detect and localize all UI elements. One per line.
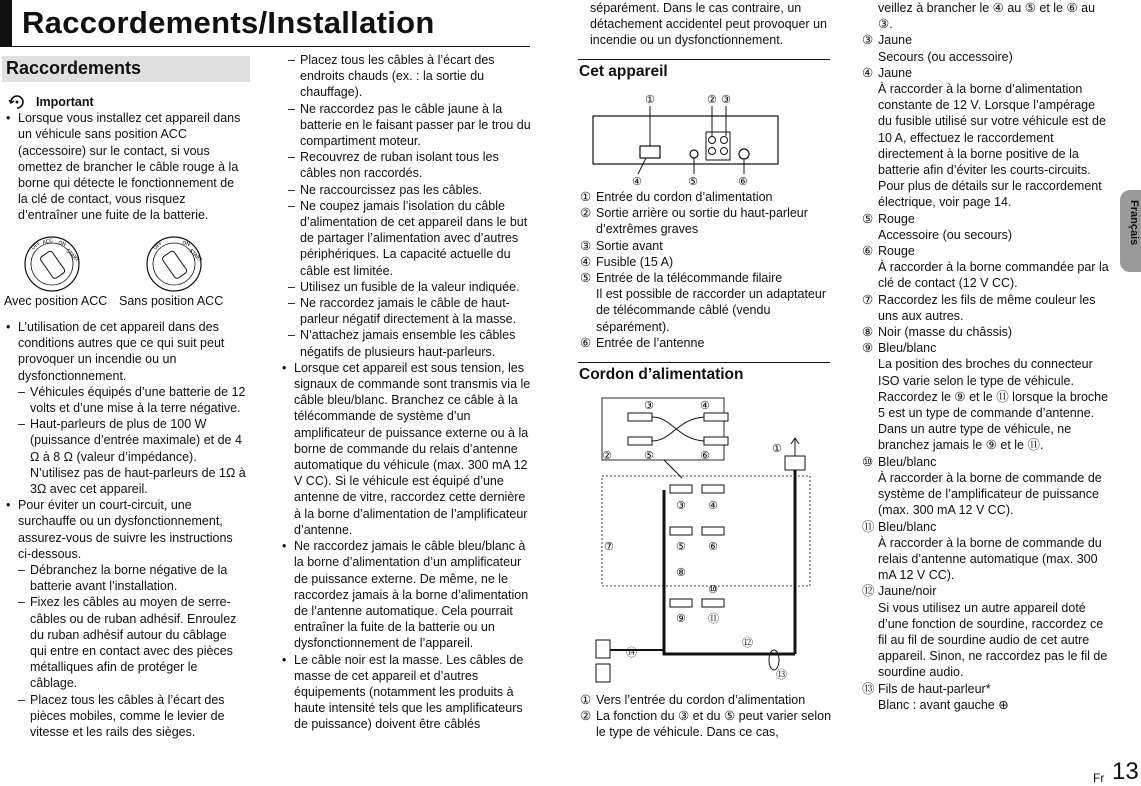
svg-text:OFF: OFF [152, 240, 164, 252]
col1-bullet-3: • Pour éviter un court-circuit, une surchauffe ou un dysfonctionnement, assurez-vous de suivre les instructions ci-dessous. [6, 497, 246, 562]
important-icon [8, 95, 26, 109]
svg-text:⑩: ⑩ [708, 583, 718, 596]
col2-dash-7: – Ne raccordez jamais le câble de haut-parleur négatif directement à la masse. [282, 295, 532, 327]
col4-item-detail: Accessoire (ou secours) [878, 227, 1013, 242]
svg-text:⑧: ⑧ [676, 566, 686, 579]
column-4 [862, 0, 1112, 713]
svg-text:③: ③ [676, 499, 686, 512]
title-divider [0, 46, 530, 47]
col2-bullet-3: • Le câble noir est la masse. Les câbles de masse de cet appareil et d’autres équipements (notamment les produits à haute intensité tels que les amplificateurs de puissance) doivent être câblés [282, 652, 532, 733]
svg-text:⑦: ⑦ [604, 540, 614, 553]
col4-continuation: veillez à brancher le ④ au ⑤ et le ⑥ au ③. [878, 1, 1096, 32]
col1-dash-1: – Véhicules équipés d’une batterie de 12 volts et d’une mise à la terre négative. [6, 384, 246, 416]
unit-items-list [580, 189, 832, 351]
cord-item-2: ② La fonction du ③ et du ⑤ peut varier selon le type de véhicule. Dans ce cas, [580, 709, 832, 740]
svg-text:⑭: ⑭ [626, 646, 637, 659]
unit-label-5: ⑤ [688, 175, 698, 186]
col4-item: ⑦ Raccordez les fils de même couleur les uns aux autres. [862, 292, 1096, 323]
svg-text:ON: ON [181, 240, 191, 248]
title-rule [0, 0, 12, 46]
unit-item-2: ② Sortie arrière ou sortie du haut-parleur d’extrêmes graves [580, 206, 808, 237]
svg-text:①: ① [772, 442, 782, 455]
col4-item: ⑬ Fils de haut-parleur* [862, 681, 991, 696]
col2-dash-5: – Ne coupez jamais l’isolation du câble d’alimentation de cet appareil dans le but de partager l’alimentation avec d’autres périphériques. La capacité actuelle du câble est limitée. [282, 198, 532, 279]
cord-item-1: ① Vers l’entrée du cordon d’alimentation [580, 693, 806, 707]
col4-item: ⑥ Rouge [862, 244, 915, 259]
col4-item: ⑨ Bleu/blanc [862, 341, 937, 356]
noacc-caption: Sans position ACC [119, 294, 224, 308]
ignition-acc-figure [25, 237, 80, 291]
section-title: Raccordements [6, 58, 142, 78]
column-1 [6, 94, 246, 224]
svg-text:⑤: ⑤ [644, 449, 654, 462]
col4-item: ⑧ Noir (masse du châssis) [862, 325, 1013, 340]
power-cord-diagram [592, 394, 818, 686]
unit-label-3: ③ [721, 93, 731, 106]
unit-item-4: ④ Fusible (15 A) [580, 254, 674, 269]
col2-dash-2: – Ne raccordez pas le câble jaune à la batterie en le faisant passer par le trou du compartiment moteur. [282, 101, 532, 150]
col4-item-detail: La position des broches du connecteur ISO varie selon le type de véhicule. Raccordez le ⑨ et le ⑪ lorsque la broche 5 est un type de commande d’antenne. Dans un autre type de véhicule, ne branchez jamais le ⑨ et le ⑪. [878, 357, 1109, 453]
unit-label-2: ② [707, 93, 717, 106]
svg-text:OFF: OFF [30, 240, 42, 252]
col1-dash-4: – Fixez les câbles au moyen de serre-câbles ou de ruban adhésif. Enroulez du ruban adhésif autour du câblage qui entre en contact avec des pièces métalliques afin de protéger le câblage. [6, 594, 246, 691]
svg-text:⑫: ⑫ [742, 636, 753, 649]
unit-item-5: ⑤ Entrée de la télécommande filaire [580, 271, 783, 286]
col4-item-detail: À raccorder à la borne d’alimentation constante de 12 V. Lorsque l’ampérage du fusible utilisé sur votre véhicule est de 10 A, effectuez le raccordement directement à la borne positive de la batterie afin d’éviter les courts-circuits. Pour plus de détails sur le raccordement électrique, voir page 14. [878, 82, 1106, 210]
unit-item-6: ⑥ Entrée de l’antenne [580, 335, 705, 350]
unit-label-1: ① [645, 93, 655, 106]
unit-label-4: ④ [632, 175, 642, 186]
svg-text:⑥: ⑥ [708, 540, 718, 553]
col4-item-detail: À raccorder à la borne de commande de système de l’amplificateur de puissance (max. 300 mA 12 V CC). [878, 470, 1102, 518]
col4-item: ④ Jaune [862, 65, 913, 80]
svg-text:⑬: ⑬ [776, 668, 787, 681]
col2-dash-1: – Placez tous les câbles à l’écart des endroits chauds (ex. : la sortie du chauffage). [282, 52, 532, 101]
column-2 [282, 52, 532, 733]
page-title: Raccordements/Installation [22, 5, 435, 40]
unit-diagram [588, 90, 788, 186]
rule-cord [578, 362, 830, 363]
unit-item-3: ③ Sortie avant [580, 238, 663, 253]
col2-dash-3: – Recouvrez de ruban isolant tous les câbles non raccordés. [282, 149, 532, 181]
unit-item-1: ① Entrée du cordon d’alimentation [580, 190, 773, 204]
col4-item-detail: À raccorder à la borne commandée par la clé de contact (12 V CC). [878, 260, 1109, 291]
svg-text:③: ③ [644, 399, 654, 412]
unit-item-5-note: Il est possible de raccorder un adaptateur de télécommande câblé (vendu séparément). [596, 287, 826, 334]
important-heading [6, 94, 246, 110]
svg-text:⑤: ⑤ [676, 540, 686, 553]
svg-text:ON: ON [57, 240, 67, 248]
page-number: 13 [1112, 758, 1139, 785]
col4-item-detail: Secours (ou accessoire) [878, 49, 1013, 64]
svg-text:④: ④ [708, 499, 718, 512]
svg-text:⑥: ⑥ [700, 449, 710, 462]
col4-item-detail: À raccorder à la borne de commande du relais d’antenne automatique (max. 300 mA 12 V CC). [878, 535, 1102, 583]
important-label: Important [36, 95, 94, 109]
col1-bullet-2: • L’utilisation de cet appareil dans des conditions autres que ce qui suit peut provoquer un incendie ou un dysfonctionnement. [6, 319, 246, 384]
unit-label-6: ⑥ [738, 175, 748, 186]
col4-item: ⑫ Jaune/noir [862, 584, 937, 599]
column-3 [578, 0, 830, 49]
col2-dash-4: – Ne raccourcissez pas les câbles. [282, 182, 532, 198]
svg-text:②: ② [602, 449, 612, 462]
heading-cord: Cordon d’alimentation [579, 366, 744, 383]
col2-bullet-2: • Ne raccordez jamais le câble bleu/blanc à la borne d’alimentation d’un amplificateur de puissance externe. De même, ne le raccordez jamais à la borne d’alimentation de l’antenne automatique. Cela pourrait entraîner la fuite de la batterie ou un dysfonctionnement de l’appareil. [282, 538, 532, 651]
svg-text:④: ④ [700, 399, 710, 412]
svg-text:⑨: ⑨ [676, 612, 686, 625]
ignition-noacc-figure [147, 237, 203, 291]
col4-item: ③ Jaune [862, 33, 913, 48]
acc-caption: Avec position ACC [4, 294, 108, 308]
col4-item-detail: Blanc : avant gauche ⊕ [878, 697, 1009, 712]
heading-unit: Cet appareil [579, 63, 668, 80]
important-bullet-1: • Lorsque vous installez cet appareil dans un véhicule sans position ACC (accessoire) sur le contact, si vous omettez de brancher le câble rouge à la borne qui détecte le fonctionnement de la clé de contact, vous risquez d’entraîner une fuite de la batterie. [6, 110, 246, 223]
col2-bullet-1: • Lorsque cet appareil est sous tension, les signaux de commande sont transmis via le câble bleu/blanc. Branchez ce câble à la télécommande de système d’un amplificateur de puissance externe ou à la borne de commande du relais d’antenne automatique du véhicule (max. 300 mA 12 V CC). Si le véhicule est équipé d’une antenne de vitre, raccordez cette dernière à la borne d’alimentation de l’amplificateur d’antenne. [282, 360, 532, 538]
column-1-lower [6, 319, 246, 740]
col1-dash-5: – Placez tous les câbles à l’écart des pièces mobiles, comme le levier de vitesse et les rails des sièges. [6, 692, 246, 741]
col2-dash-6: – Utilisez un fusible de la valeur indiquée. [282, 279, 532, 295]
svg-text:⑪: ⑪ [708, 612, 719, 625]
cord-items-list [580, 692, 832, 741]
svg-text:START: START [187, 248, 203, 264]
col3-continuation: séparément. Dans le cas contraire, un détachement accidentel peut provoquer un incendie ou un dysfonctionnement. [590, 1, 827, 48]
footer-lang: Fr [1093, 771, 1105, 785]
col2-dash-8: – N’attachez jamais ensemble les câbles négatifs de plusieurs haut-parleurs. [282, 327, 532, 359]
rule-unit [578, 59, 830, 60]
svg-text:ACC: ACC [42, 237, 54, 246]
col4-item: ⑩ Bleu/blanc [862, 454, 937, 469]
language-tab-label: Français [1128, 200, 1140, 246]
col4-item: ⑤ Rouge [862, 211, 915, 226]
col4-item: ⑪ Bleu/blanc [862, 519, 937, 534]
col1-dash-2: – Haut-parleurs de plus de 100 W (puissance d’entrée maximale) et de 4 Ω à 8 Ω (valeur d’impédance). N’utilisez pas de haut-parleurs de 1Ω à 3Ω avec cet appareil. [6, 416, 246, 497]
col1-dash-3: – Débranchez la borne négative de la batterie avant l’installation. [6, 562, 246, 594]
col4-item-detail: Si vous utilisez un autre appareil doté d’une fonction de sourdine, raccordez ce fil au fil de sourdine audio de cet autre appareil. Sinon, ne raccordez pas le fil de sourdine audio. [878, 600, 1108, 680]
svg-text:START: START [64, 248, 80, 264]
